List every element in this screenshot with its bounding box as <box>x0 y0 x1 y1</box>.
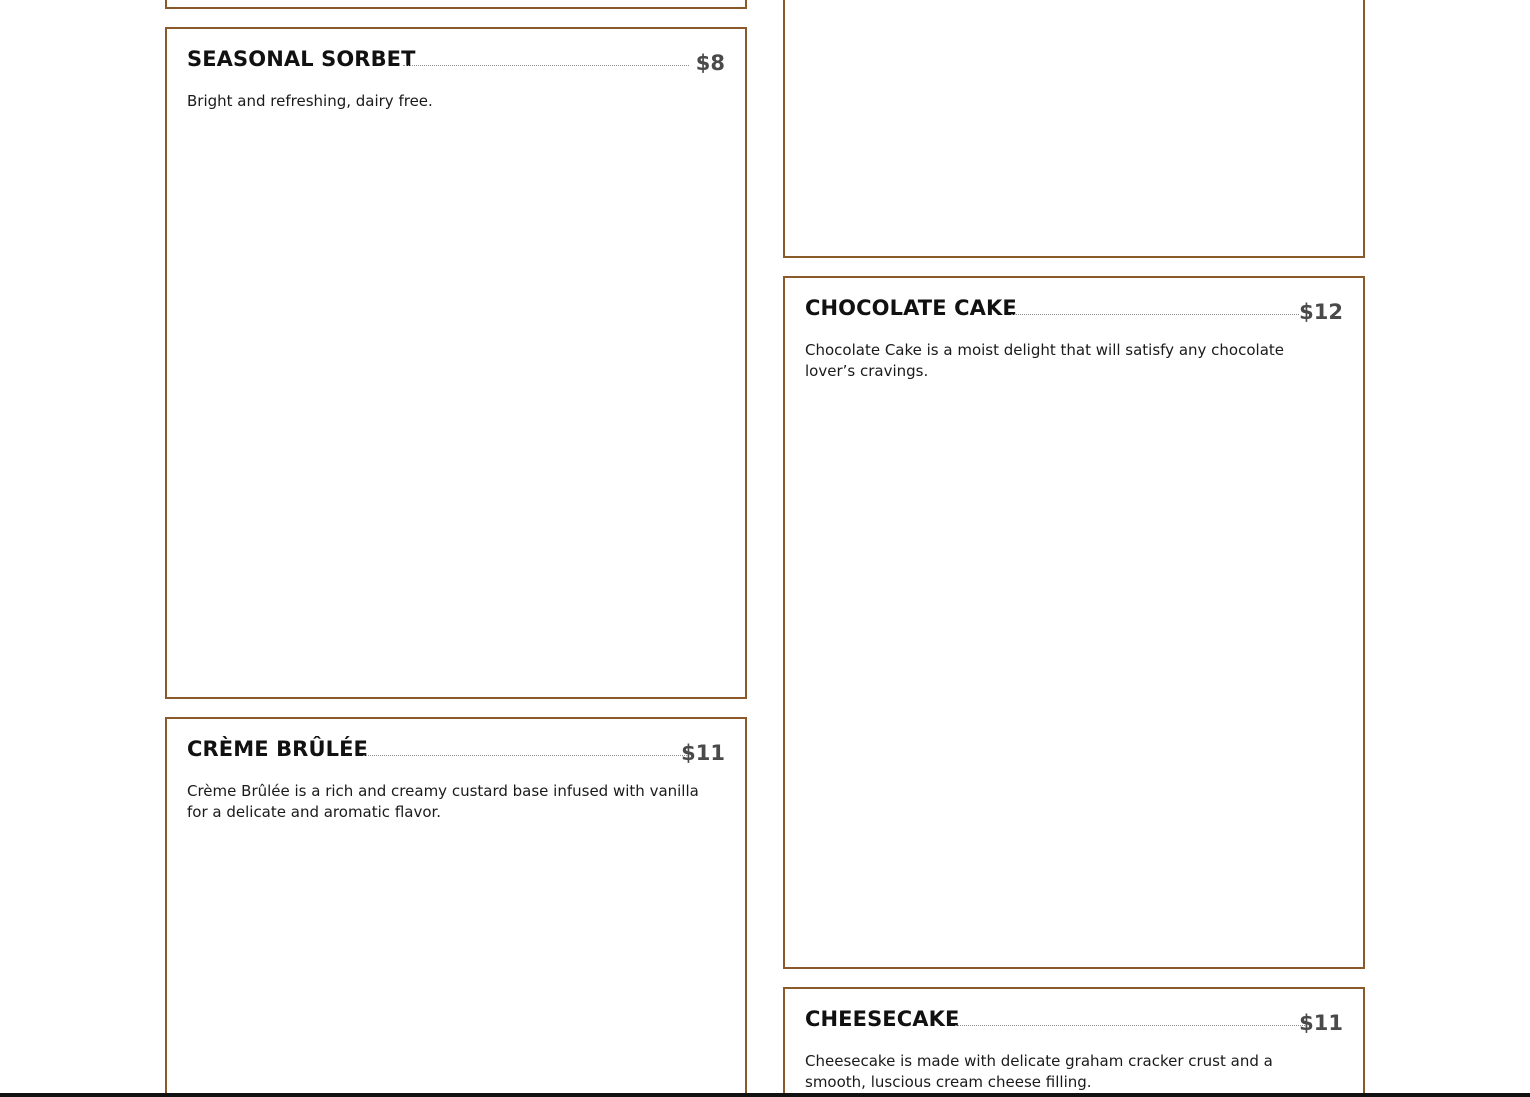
menu-item-header <box>187 737 725 771</box>
menu-card-partial-top-right <box>783 0 1365 258</box>
menu-item-header <box>805 296 1343 330</box>
menu-item-name: CHOCOLATE CAKE <box>805 296 1017 320</box>
menu-item-price: $11 <box>681 741 725 765</box>
menu-card-creme-brulee <box>165 717 747 1097</box>
menu-item-name: CRÈME BRÛLÉE <box>187 737 368 761</box>
menu-item-header <box>805 1007 1343 1041</box>
menu-item-price: $12 <box>1299 300 1343 324</box>
menu-item-price: $8 <box>695 51 725 75</box>
menu-item-name: SEASONAL SORBET <box>187 47 416 71</box>
dotted-leader <box>1011 314 1299 315</box>
menu-card-chocolate-cake <box>783 276 1365 969</box>
viewport-bottom-edge <box>0 1093 1530 1097</box>
menu-item-description: Bright and refreshing, dairy free. <box>187 92 433 110</box>
menu-item-description: Chocolate Cake is a moist delight that will satisfy any chocolate lover’s cravings. <box>805 341 1284 380</box>
menu-card-partial-top-left <box>165 0 747 9</box>
dotted-leader <box>955 1025 1305 1026</box>
menu-item-name: CHEESECAKE <box>805 1007 960 1031</box>
dotted-leader <box>403 65 689 66</box>
dotted-leader <box>363 755 687 756</box>
menu-item-description: Cheesecake is made with delicate graham cracker crust and a smooth, luscious cream cheese filling. <box>805 1052 1273 1091</box>
menu-item-header <box>187 47 725 81</box>
menu-card-cheesecake <box>783 987 1365 1097</box>
menu-card-seasonal-sorbet <box>165 27 747 699</box>
menu-item-price: $11 <box>1299 1011 1343 1035</box>
menu-item-description: Crème Brûlée is a rich and creamy custard base infused with vanilla for a delicate and aromatic flavor. <box>187 782 699 821</box>
